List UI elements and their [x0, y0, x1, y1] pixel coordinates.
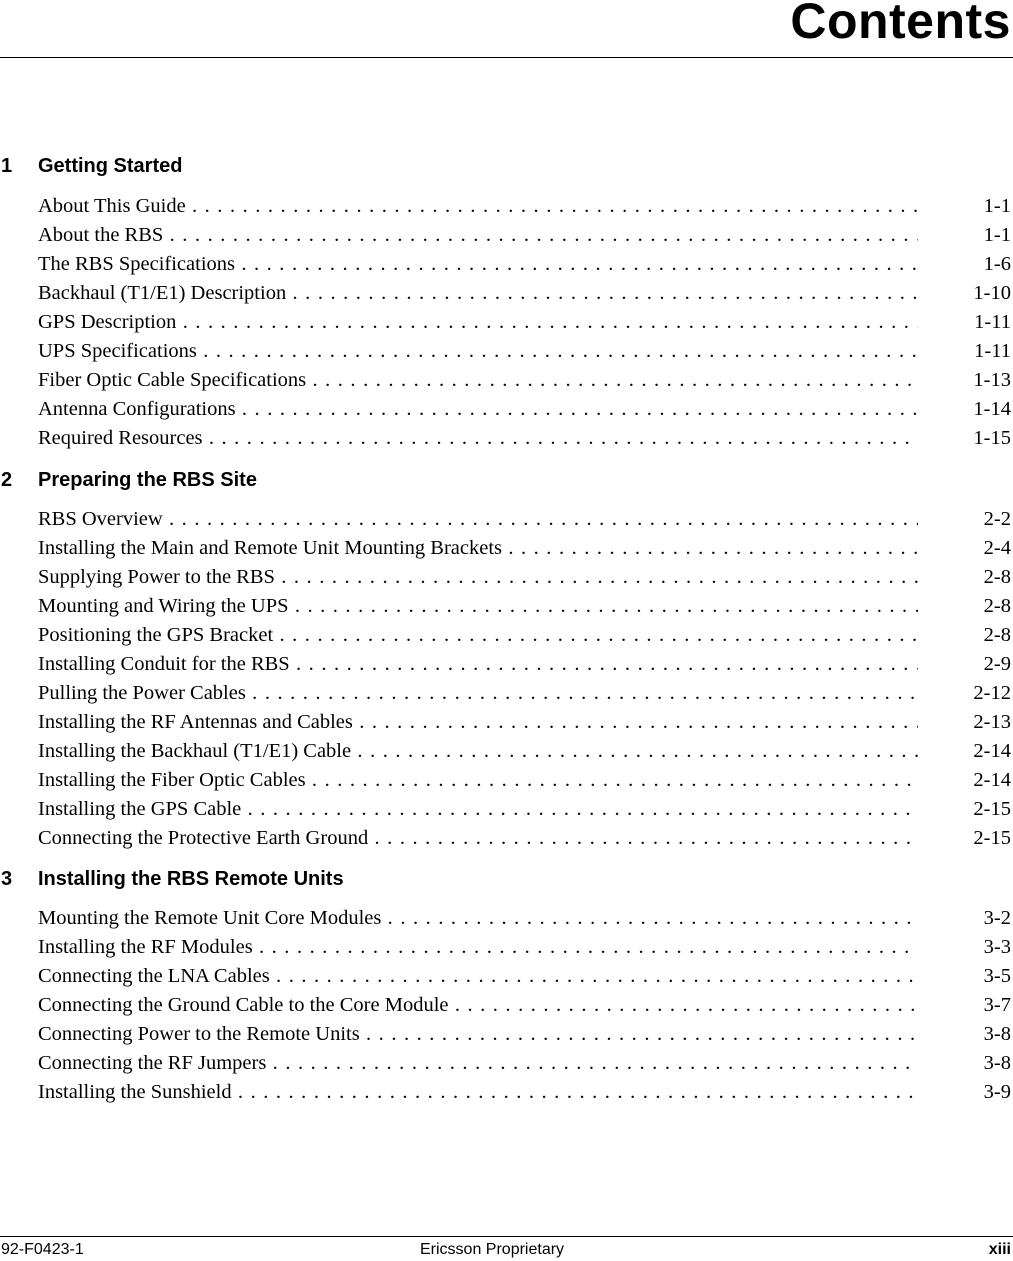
toc-entry-label: RBS Overview . . .: [38, 505, 918, 534]
toc-entry-page: 2-8: [983, 595, 1011, 617]
toc-entry[interactable]: [0, 395, 1013, 424]
toc-entry[interactable]: [0, 192, 1013, 221]
toc-entry[interactable]: [0, 250, 1013, 279]
chapter-title: Preparing the RBS Site: [38, 469, 257, 491]
toc-entry-label: GPS Description . . .: [38, 308, 918, 337]
toc-entry[interactable]: [0, 795, 1013, 824]
toc-entry-page: 3-8: [983, 1023, 1011, 1045]
toc-entry-label: Pulling the Power Cables . . .: [38, 679, 918, 708]
chapter-heading: [0, 152, 1013, 180]
toc-entry[interactable]: [0, 308, 1013, 337]
toc-entry[interactable]: [0, 679, 1013, 708]
toc-entry-label: Installing the GPS Cable . . .: [38, 795, 918, 824]
footer-doc-number: 92-F0423-1: [1, 1241, 84, 1258]
toc-entry-page: 2-13: [973, 711, 1011, 733]
toc-entry[interactable]: [0, 708, 1013, 737]
toc-entry-label: Connecting the LNA Cables . . .: [38, 962, 918, 991]
toc-entry[interactable]: [0, 534, 1013, 563]
toc-entry-label: Connecting the Ground Cable to the Core Module . . .: [38, 991, 918, 1020]
toc-entry-label: Positioning the GPS Bracket . . .: [38, 621, 918, 650]
toc-entry[interactable]: [0, 824, 1013, 853]
footer-classification: Ericsson Proprietary: [420, 1241, 565, 1258]
toc-entry-page: 2-4: [983, 537, 1011, 559]
toc-entry-page: 1-13: [973, 369, 1011, 391]
toc-entry-page: 2-2: [983, 508, 1011, 530]
toc-entry-label: Connecting the RF Jumpers . . .: [38, 1049, 918, 1078]
toc-entry[interactable]: [0, 991, 1013, 1020]
toc-entry-page: 1-11: [974, 311, 1011, 333]
page-title: Contents: [790, 0, 1011, 49]
toc-entry[interactable]: [0, 1049, 1013, 1078]
chapter-number: 2: [1, 469, 13, 491]
toc-entry-label: Connecting Power to the Remote Units . . .: [38, 1020, 918, 1049]
footer-rule: [0, 1236, 1013, 1237]
toc-entry[interactable]: [0, 621, 1013, 650]
toc-entry-label: Backhaul (T1/E1) Description . . .: [38, 279, 918, 308]
toc-entry[interactable]: [0, 904, 1013, 933]
chapter-heading: [0, 466, 1013, 494]
chapter-heading: [0, 865, 1013, 893]
toc-entry-page: 1-15: [973, 427, 1011, 449]
toc-entry-page: 1-1: [983, 195, 1011, 217]
toc-entry-label: Installing the RF Modules . . .: [38, 933, 918, 962]
toc-entry[interactable]: [0, 737, 1013, 766]
toc-entry[interactable]: [0, 933, 1013, 962]
toc-entry-page: 2-8: [983, 566, 1011, 588]
toc-entry-label: Installing the Sunshield . . .: [38, 1078, 918, 1107]
footer-page-number: xiii: [988, 1241, 1011, 1258]
toc-entry-page: 2-14: [973, 740, 1011, 762]
toc-entry-label: Installing the Main and Remote Unit Mounting Brackets . . .: [38, 534, 918, 563]
toc-entry-label: Mounting the Remote Unit Core Modules . . .: [38, 904, 918, 933]
toc-entry-label: Antenna Configurations . . .: [38, 395, 918, 424]
chapter-number: 1: [1, 155, 13, 177]
toc-entry-page: 3-3: [983, 936, 1011, 958]
chapter-number: 3: [1, 868, 13, 890]
toc-entry-label: Installing the RF Antennas and Cables . . .: [38, 708, 918, 737]
chapter-title: Installing the RBS Remote Units: [38, 868, 344, 890]
toc-entry-label: Connecting the Protective Earth Ground . . .: [38, 824, 918, 853]
toc-entry-page: 3-9: [983, 1081, 1011, 1103]
toc-entry-page: 2-15: [973, 827, 1011, 849]
toc-entry[interactable]: [0, 337, 1013, 366]
toc-entry-label: About This Guide . . .: [38, 192, 918, 221]
toc-entry-page: 1-6: [983, 253, 1011, 275]
chapter-title: Getting Started: [38, 155, 183, 177]
toc-entry-page: 2-14: [973, 769, 1011, 791]
toc-entry-label: The RBS Specifications . . .: [38, 250, 918, 279]
toc-entry[interactable]: [0, 1078, 1013, 1107]
toc-entry-page: 3-8: [983, 1052, 1011, 1074]
toc-entry[interactable]: [0, 221, 1013, 250]
toc-entry-label: UPS Specifications . . .: [38, 337, 918, 366]
toc-entry-page: 1-10: [973, 282, 1011, 304]
toc-entry-label: Required Resources . . .: [38, 424, 918, 453]
toc-entry[interactable]: [0, 650, 1013, 679]
toc-entry-page: 3-5: [983, 965, 1011, 987]
toc-entry-page: 1-1: [983, 224, 1011, 246]
toc-entry-label: About the RBS . . .: [38, 221, 918, 250]
toc-entry-label: Supplying Power to the RBS . . .: [38, 563, 918, 592]
toc-entry-label: Installing Conduit for the RBS . . .: [38, 650, 918, 679]
toc-entry[interactable]: [0, 592, 1013, 621]
toc-entry-label: Installing the Fiber Optic Cables . . .: [38, 766, 918, 795]
toc-entry-page: 1-14: [973, 398, 1011, 420]
toc-entry-page: 3-7: [983, 994, 1011, 1016]
title-rule: [0, 57, 1013, 58]
toc-entry[interactable]: [0, 563, 1013, 592]
toc-entry[interactable]: [0, 1020, 1013, 1049]
toc-entry-page: 3-2: [983, 907, 1011, 929]
toc-entry[interactable]: [0, 279, 1013, 308]
toc-entry[interactable]: [0, 766, 1013, 795]
toc-entry-page: 2-8: [983, 624, 1011, 646]
toc-entry-page: 2-12: [973, 682, 1011, 704]
toc-entry[interactable]: [0, 505, 1013, 534]
toc-entry-label: Mounting and Wiring the UPS . . .: [38, 592, 918, 621]
toc-entry-page: 1-11: [974, 340, 1011, 362]
toc-entry[interactable]: [0, 962, 1013, 991]
toc-entry-label: Installing the Backhaul (T1/E1) Cable . . .: [38, 737, 918, 766]
toc-entry-label: Fiber Optic Cable Specifications . . .: [38, 366, 918, 395]
toc-entry[interactable]: [0, 424, 1013, 453]
toc-entry[interactable]: [0, 366, 1013, 395]
toc-entry-page: 2-9: [983, 653, 1011, 675]
toc-entry-page: 2-15: [973, 798, 1011, 820]
